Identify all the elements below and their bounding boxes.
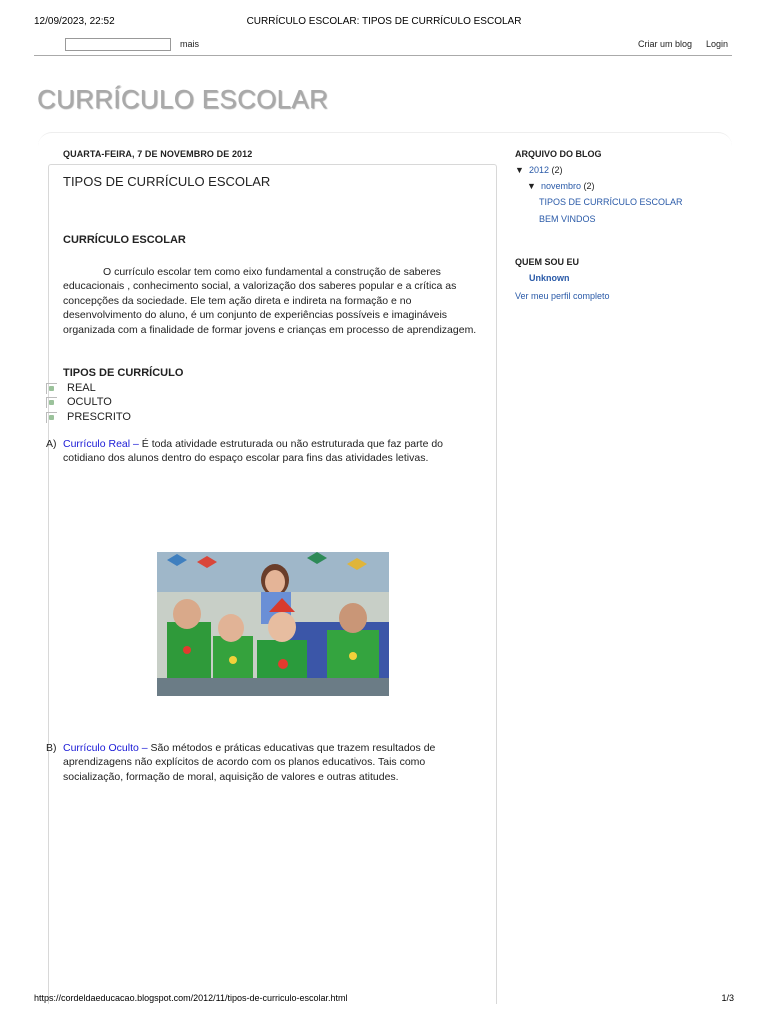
curriculum-types-list — [46, 381, 131, 424]
item-a — [46, 437, 486, 466]
toggle-arrow-icon[interactable]: ▼ — [527, 181, 536, 191]
print-datetime: 12/09/2023, 22:52 — [34, 16, 115, 27]
login-link[interactable]: Login — [705, 39, 728, 49]
page-url: https://cordeldaeducacao.blogspot.com/2012/11/tipos-de-curriculo-escolar.html — [34, 993, 348, 1003]
post-title: TIPOS DE CURRÍCULO ESCOLAR — [63, 174, 271, 189]
broken-image-icon — [46, 412, 57, 423]
post-paragraph-text: O currículo escolar tem como eixo fundamental a construção de saberes educacionais , conhecimento social, a valorização dos saberes popular e a crítica as concepções da sociedade. Ele tem ação direta e indireta na formação e no desenvolvimento do aluno, é um conjunto de experiências possíveis e imagináveis organizada com a finalidade de formar jovens e crianças em processo de aprendizagem. — [63, 266, 477, 336]
create-blog-link[interactable]: Criar um blog — [637, 39, 692, 49]
curriculo-oculto-link[interactable]: Currículo Oculto – — [63, 742, 148, 754]
archive-title: ARQUIVO DO BLOG — [515, 149, 602, 159]
archive-year-count: (2) — [551, 165, 563, 175]
item-a-marker: A) — [46, 438, 57, 450]
search-input[interactable] — [65, 38, 171, 51]
archive-year — [515, 165, 563, 175]
type-label: OCULTO — [67, 396, 112, 409]
archive-post-link[interactable]: TIPOS DE CURRÍCULO ESCOLAR — [539, 197, 683, 207]
toggle-arrow-icon[interactable]: ▼ — [515, 165, 524, 175]
profile-name-link[interactable]: Unknown — [529, 273, 570, 283]
print-header — [34, 16, 734, 30]
more-link[interactable]: mais — [180, 39, 200, 49]
post-paragraph — [63, 265, 483, 337]
section-heading-curriculo: CURRÍCULO ESCOLAR — [63, 234, 186, 246]
list-item — [46, 381, 131, 395]
item-a-text — [63, 437, 486, 466]
classroom-photo-image — [157, 552, 389, 696]
classroom-photo[interactable] — [157, 552, 389, 696]
archive-post-link[interactable]: BEM VINDOS — [539, 214, 596, 224]
item-a-description: É toda atividade estruturada ou não estruturada que faz parte do cotidiano dos alunos dentro do espaço escolar para fins das atividades letivas. — [63, 438, 444, 465]
type-label: PRESCRITO — [67, 410, 131, 423]
blogger-navbar — [34, 36, 732, 56]
archive-month — [527, 181, 595, 191]
page-number: 1/3 — [721, 993, 734, 1003]
curriculo-real-link[interactable]: Currículo Real – — [63, 438, 139, 450]
broken-image-icon — [46, 397, 57, 408]
archive-month-count: (2) — [583, 181, 595, 191]
type-label: REAL — [67, 382, 96, 394]
blog-title[interactable]: CURRÍCULO ESCOLAR — [37, 84, 329, 114]
section-heading-tipos: TIPOS DE CURRÍCULO — [63, 367, 184, 379]
item-b-marker: B) — [46, 742, 57, 754]
broken-image-icon — [46, 383, 57, 394]
item-b — [46, 741, 486, 784]
list-item — [46, 410, 131, 424]
list-item — [46, 395, 131, 409]
item-b-description: São métodos e práticas educativas que trazem resultados de aprendizagens não explícitos de acordo com os planos educativos. Tais como socialização, formação de moral, aquisição de valores e outras atitudes. — [63, 742, 436, 783]
profile-full-link[interactable]: Ver meu perfil completo — [515, 291, 610, 301]
archive-month-link[interactable]: novembro — [541, 181, 582, 191]
print-page-title: CURRÍCULO ESCOLAR: TIPOS DE CURRÍCULO ESCOLAR — [246, 16, 522, 27]
post-date-header: QUARTA-FEIRA, 7 DE NOVEMBRO DE 2012 — [63, 149, 253, 159]
archive-year-link[interactable]: 2012 — [529, 165, 550, 175]
item-b-text — [63, 741, 486, 784]
about-title: QUEM SOU EU — [515, 257, 580, 267]
